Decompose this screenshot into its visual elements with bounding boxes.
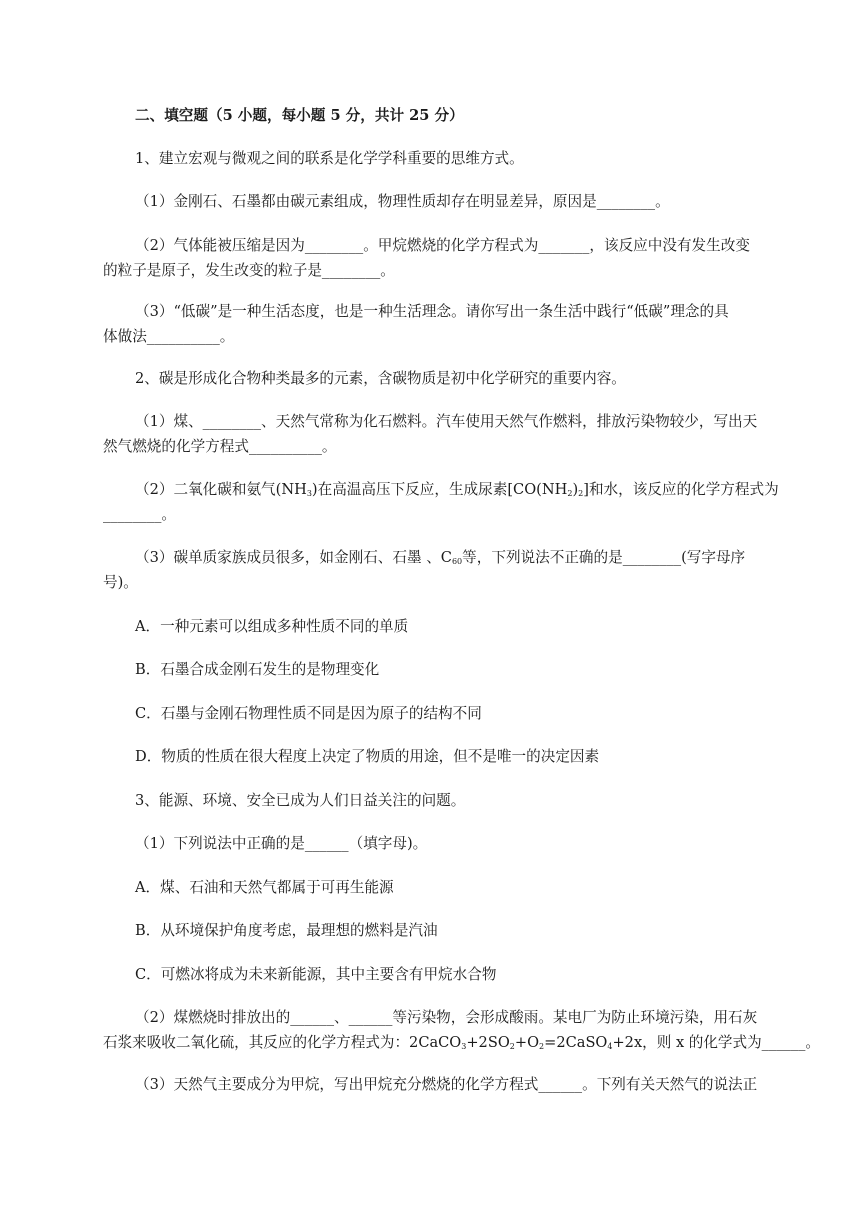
q2-option-a: A．一种元素可以组成多种性质不同的单质 [135, 618, 409, 635]
q2-part2-text-b: )在高温高压下反应，生成尿素[CO(NH [311, 481, 568, 498]
q2-part2-sub-b: 2 [567, 489, 573, 498]
q1-part2-line2: 的粒子是原子，发生改变的粒子是________。 [103, 262, 395, 279]
q2-option-c: C．石墨与金刚石物理性质不同是因为原子的结构不同 [135, 705, 482, 722]
q1-part3-line2: 体做法__________。 [103, 328, 235, 345]
q1-stem: 1、建立宏观与微观之间的联系是化学学科重要的思维方式。 [135, 150, 524, 167]
q3-part2-text-d: =2CaSO [544, 1034, 608, 1051]
q2-part3-line2: 号)。 [103, 574, 138, 591]
q2-option-d: D．物质的性质在很大程度上决定了物质的用途，但不是唯一的决定因素 [135, 748, 600, 765]
q3-part1: （1）下列说法中正确的是______（填字母)。 [135, 835, 428, 852]
q3-part2-sub-b: 2 [509, 1042, 515, 1051]
q2-part2-line1 [135, 480, 779, 500]
q3-part3-line1: （3）天然气主要成分为甲烷，写出甲烷充分燃烧的化学方程式______。下列有关天然气的说法正 [135, 1076, 758, 1093]
q3-option-c: C．可燃冰将成为未来新能源，其中主要含有甲烷水合物 [135, 966, 497, 983]
q3-stem: 3、能源、环境、安全已成为人们日益关注的问题。 [135, 792, 466, 809]
q3-part2-text-e: +2x，则 x 的化学式为______。 [612, 1034, 820, 1051]
q3-part2-sub-d: 4 [607, 1042, 613, 1051]
q2-part2-sub-a: 3 [306, 489, 312, 498]
q2-part3-line1 [135, 548, 745, 568]
q3-part2-text-c: +O [514, 1034, 540, 1051]
q2-part2-text-c: ) [572, 481, 579, 498]
q2-part2-text-d: ]和水，该反应的化学方程式为 [583, 481, 779, 498]
q3-part2-line2 [103, 1033, 820, 1053]
q3-part2-text-a: 石浆来吸收二氧化硫，其反应的化学方程式为：2CaCO [103, 1034, 462, 1051]
q1-part2-line1: （2）气体能被压缩是因为________。甲烷燃烧的化学方程式为_______，该反应中没有发生改变 [135, 237, 750, 254]
q3-option-a: A．煤、石油和天然气都属于可再生能源 [135, 879, 394, 896]
q2-part3-sub: 60 [451, 557, 463, 566]
q2-option-b: B．石墨合成金刚石发生的是物理变化 [135, 661, 380, 678]
q2-stem: 2、碳是形成化合物种类最多的元素，含碳物质是初中化学研究的重要内容。 [135, 370, 626, 387]
q3-option-b: B．从环境保护角度考虑，最理想的燃料是汽油 [135, 922, 438, 939]
q2-part1-line1: （1）煤、________、天然气常称为化石燃料。汽车使用天然气作燃料，排放污染物较少，写出天 [135, 413, 758, 430]
q1-part1: （1）金刚石、石墨都由碳元素组成，物理性质却存在明显差异，原因是________。 [135, 193, 670, 210]
q3-part2-text-b: +2SO [466, 1034, 510, 1051]
q3-part2-sub-a: 3 [461, 1042, 467, 1051]
section-title: 二、填空题（5 小题，每小题 5 分，共计 25 分） [135, 107, 464, 124]
q2-part3-text-b: 等，下列说法不正确的是________(写字母序 [462, 549, 746, 566]
q1-part3-line1: （3）“低碳”是一种生活态度，也是一种生活理念。请你写出一条生活中践行“低碳”理念的具 [135, 303, 729, 320]
q2-part2-line2: ________。 [103, 506, 176, 523]
q3-part2-sub-c: 2 [539, 1042, 545, 1051]
q2-part2-sub-c: 2 [578, 489, 584, 498]
q2-part2-text-a: （2）二氧化碳和氨气(NH [135, 481, 307, 498]
q3-part2-line1: （2）煤燃烧时排放出的______、______等污染物，会形成酸雨。某电厂为防止环境污染，用石灰 [135, 1009, 758, 1026]
q2-part3-text-a: （3）碳单质家族成员很多，如金刚石、石墨 、C [135, 549, 452, 566]
q2-part1-line2: 然气燃烧的化学方程式__________。 [103, 438, 337, 455]
